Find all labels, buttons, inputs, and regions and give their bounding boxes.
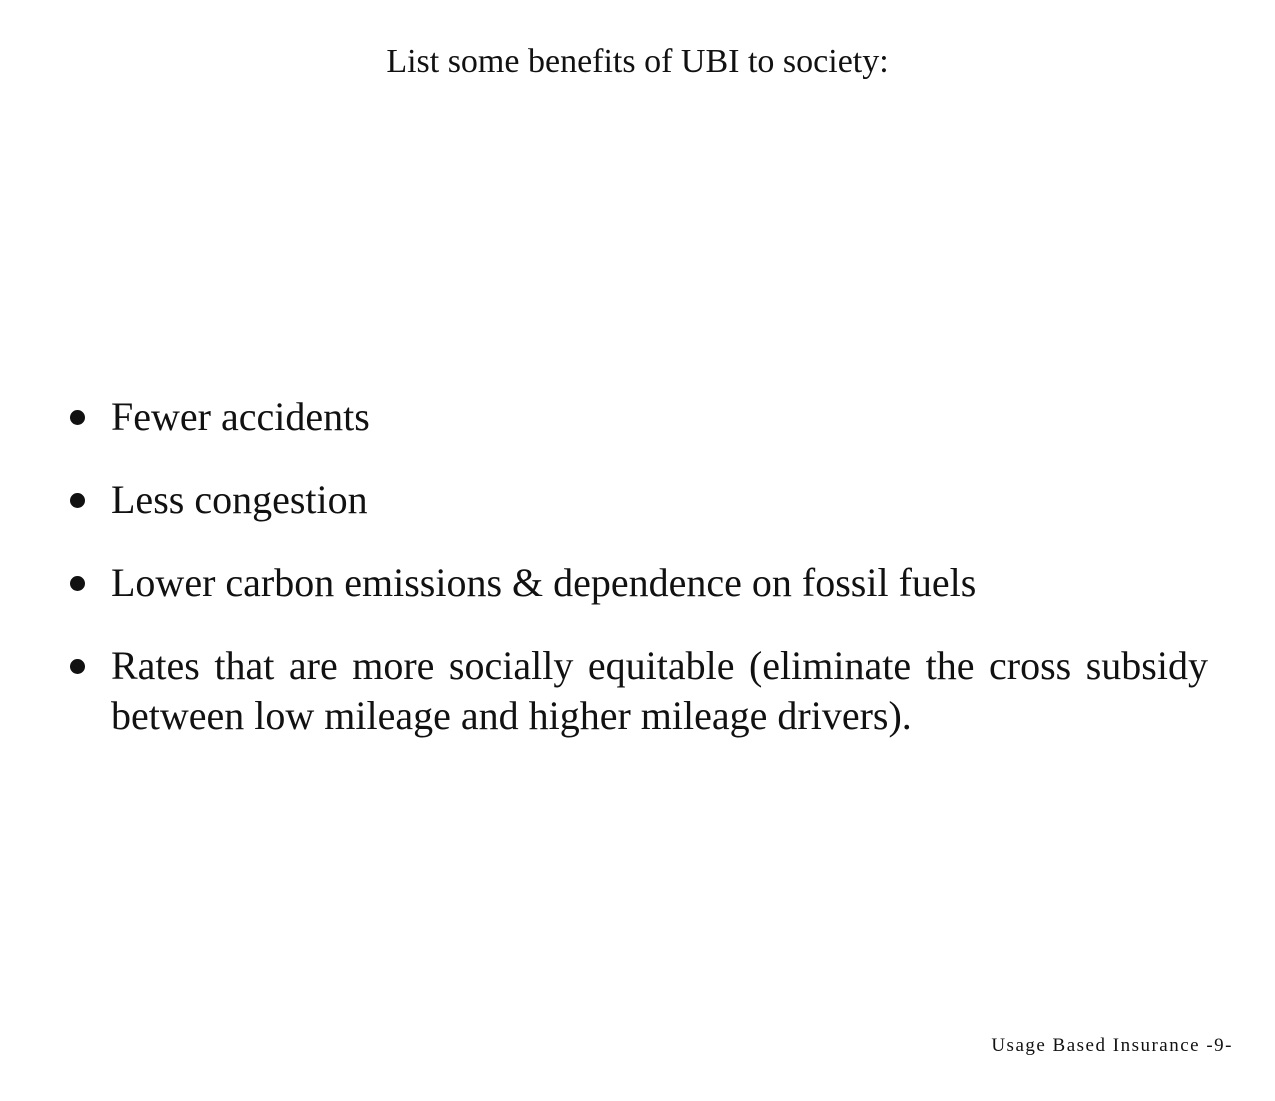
list-item-text: Fewer accidents: [111, 394, 370, 439]
list-item: [68, 392, 1208, 442]
list-item-text: Rates that are more socially equitable (eliminate the cross subsidy between low mileage and higher mileage drivers).: [111, 643, 1208, 738]
benefits-list: [68, 392, 1208, 774]
slide-footer: Usage Based Insurance -9-: [991, 1035, 1233, 1056]
bullet-icon: [70, 659, 85, 674]
bullet-icon: [70, 493, 85, 508]
bullet-icon: [70, 410, 85, 425]
list-item-text: Less congestion: [111, 477, 368, 522]
slide-title: List some benefits of UBI to society:: [386, 43, 889, 80]
list-item: [68, 641, 1208, 741]
list-item: [68, 475, 1208, 525]
bullet-icon: [70, 576, 85, 591]
list-item: [68, 558, 1208, 608]
list-item-text: Lower carbon emissions & dependence on fossil fuels: [111, 560, 977, 605]
